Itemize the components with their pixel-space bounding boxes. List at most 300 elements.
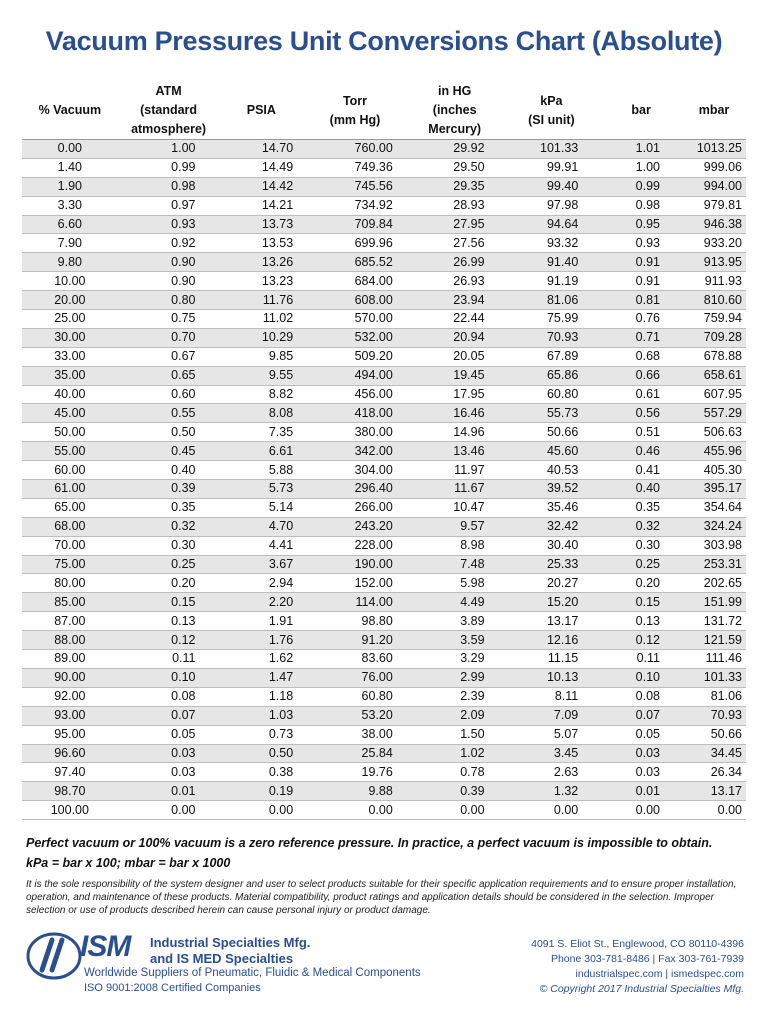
table-cell: 607.95 xyxy=(703,387,742,402)
table-cell: 14.70 xyxy=(219,140,303,159)
column-header xyxy=(303,82,407,140)
table-cell: 25.33 xyxy=(503,555,601,574)
table-cell: 3.29 xyxy=(460,651,485,666)
table-cell: 933.20 xyxy=(703,235,742,250)
table-cell: 5.07 xyxy=(553,727,579,742)
table-cell: 0.03 xyxy=(118,744,220,763)
table-cell: 2.09 xyxy=(407,706,503,725)
table-cell: 0.73 xyxy=(268,727,294,742)
table-cell: 380.00 xyxy=(354,424,393,439)
table-row xyxy=(22,328,746,347)
table-cell: 32.42 xyxy=(503,517,601,536)
table-cell: 152.00 xyxy=(354,575,393,590)
table-cell: 26.99 xyxy=(407,253,503,272)
table-cell: 0.99 xyxy=(171,160,196,175)
table-cell: 2.63 xyxy=(553,764,579,779)
table-cell: 0.00 xyxy=(635,802,661,817)
table-row xyxy=(22,215,746,234)
table-cell: 1.00 xyxy=(118,140,220,159)
table-cell: 39.52 xyxy=(503,480,601,499)
table-cell: 296.40 xyxy=(303,480,407,499)
column-header-line: (inches xyxy=(432,103,477,117)
table-cell: 0.40 xyxy=(600,480,682,499)
table-cell: 0.30 xyxy=(171,538,196,553)
table-row xyxy=(22,536,746,555)
table-cell: 0.55 xyxy=(118,404,220,423)
table-cell: 23.94 xyxy=(407,291,503,310)
table-cell: 33.00 xyxy=(54,349,86,364)
column-header-line: (SI unit) xyxy=(528,112,575,127)
table-cell: 55.00 xyxy=(22,442,118,461)
table-row xyxy=(22,650,746,669)
column-header-line: (standard xyxy=(140,103,198,117)
table-cell: 0.98 xyxy=(118,177,220,196)
table-cell: 20.05 xyxy=(453,349,485,364)
table-cell: 75.00 xyxy=(22,555,118,574)
table-cell: 90.00 xyxy=(22,668,118,687)
table-cell: 266.00 xyxy=(354,500,393,515)
table-cell: 8.11 xyxy=(554,689,579,704)
table-cell: 14.21 xyxy=(261,198,294,213)
table-cell: 0.39 xyxy=(118,480,220,499)
table-cell: 10.13 xyxy=(503,668,601,687)
table-cell: 749.36 xyxy=(354,160,393,175)
table-cell: 0.05 xyxy=(171,727,196,742)
table-cell: 946.38 xyxy=(682,215,746,234)
table-cell: 27.56 xyxy=(453,235,485,250)
column-header xyxy=(600,82,682,140)
table-row xyxy=(22,801,746,820)
table-cell: 506.63 xyxy=(703,424,742,439)
table-cell: 97.40 xyxy=(54,764,86,779)
table-cell: 10.29 xyxy=(219,328,303,347)
table-cell: 114.00 xyxy=(303,593,407,612)
table-cell: 253.31 xyxy=(682,555,746,574)
table-cell: 342.00 xyxy=(303,442,407,461)
table-cell: 685.52 xyxy=(303,253,407,272)
table-cell: 0.91 xyxy=(600,253,682,272)
table-cell: 1.01 xyxy=(600,140,682,159)
table-cell: 0.13 xyxy=(171,613,196,628)
column-header-line: (mm Hg) xyxy=(329,112,381,127)
table-cell: 0.00 xyxy=(171,802,196,817)
table-cell: 3.89 xyxy=(460,613,485,628)
table-cell: 35.00 xyxy=(22,366,118,385)
address: 4091 S. Eliot St., Englewood, CO 80110-4396 xyxy=(531,938,744,950)
table-cell: 303.98 xyxy=(703,538,742,553)
table-cell: 93.00 xyxy=(22,706,118,725)
website-links[interactable]: industrialspec.com | ismedspec.com xyxy=(575,968,744,980)
table-cell: 0.78 xyxy=(460,764,485,779)
table-cell: 0.11 xyxy=(636,651,661,666)
table-cell: 0.10 xyxy=(118,668,220,687)
table-cell: 91.20 xyxy=(303,631,407,650)
table-cell: 83.60 xyxy=(361,651,393,666)
table-cell: 5.88 xyxy=(268,462,294,477)
table-cell: 67.89 xyxy=(546,349,579,364)
table-cell: 34.45 xyxy=(682,744,746,763)
table-cell: 101.33 xyxy=(682,668,746,687)
table-cell: 0.15 xyxy=(600,593,682,612)
table-cell: 101.33 xyxy=(503,140,601,159)
table-cell: 22.44 xyxy=(453,311,485,326)
table-cell: 81.06 xyxy=(503,291,601,310)
table-cell: 93.32 xyxy=(546,235,579,250)
table-cell: 30.00 xyxy=(22,328,118,347)
table-row xyxy=(22,177,746,196)
table-cell: 0.81 xyxy=(600,291,682,310)
table-cell: 13.23 xyxy=(261,273,294,288)
table-row xyxy=(22,480,746,499)
table-cell: 13.53 xyxy=(261,235,294,250)
company-name-line1: Industrial Specialties Mfg. xyxy=(150,935,311,950)
table-row xyxy=(22,366,746,385)
table-cell: 121.59 xyxy=(682,631,746,650)
table-cell: 0.90 xyxy=(118,253,220,272)
table-cell: 0.00 xyxy=(717,802,742,817)
table-cell: 0.03 xyxy=(635,764,661,779)
table-cell: 13.46 xyxy=(407,442,503,461)
table-row xyxy=(22,385,746,404)
table-cell: 8.98 xyxy=(460,538,485,553)
table-cell: 0.76 xyxy=(635,311,661,326)
table-cell: 65.00 xyxy=(54,500,86,515)
table-cell: 11.15 xyxy=(547,651,579,666)
table-cell: 0.35 xyxy=(635,500,661,515)
column-header-line: Mercury) xyxy=(428,122,482,136)
table-cell: 11.02 xyxy=(262,311,294,326)
table-cell: 190.00 xyxy=(303,555,407,574)
table-cell: 75.99 xyxy=(546,311,579,326)
table-cell: 13.17 xyxy=(546,613,579,628)
table-cell: 0.66 xyxy=(600,366,682,385)
column-header xyxy=(22,82,118,140)
page-title: Vacuum Pressures Unit Conversions Chart (Absolute) xyxy=(45,26,723,56)
table-cell: 27.95 xyxy=(407,215,503,234)
column-header-line: ATM xyxy=(155,84,182,98)
table-cell: 88.00 xyxy=(22,631,118,650)
table-cell: 100.00 xyxy=(50,802,89,817)
table-cell: 0.07 xyxy=(600,706,682,725)
table-cell: 12.16 xyxy=(503,631,601,650)
table-cell: 2.99 xyxy=(407,668,503,687)
table-cell: 304.00 xyxy=(354,462,393,477)
table-cell: 0.38 xyxy=(268,764,294,779)
table-cell: 0.92 xyxy=(171,235,196,250)
table-cell: 0.39 xyxy=(407,782,503,801)
table-cell: 2.20 xyxy=(219,593,303,612)
table-cell: 35.46 xyxy=(546,500,579,515)
table-cell: 0.32 xyxy=(600,517,682,536)
column-header xyxy=(682,82,746,140)
table-cell: 14.42 xyxy=(219,177,303,196)
table-cell: 202.65 xyxy=(703,575,742,590)
table-cell: 16.46 xyxy=(407,404,503,423)
table-cell: 1.03 xyxy=(219,706,303,725)
table-cell: 0.99 xyxy=(600,177,682,196)
table-cell: 10.47 xyxy=(453,500,485,515)
note-perfect-vacuum: Perfect vacuum or 100% vacuum is a zero reference pressure. In practice, a perfect vacuum is impossible to obtain. xyxy=(26,836,713,850)
column-header-line: mbar xyxy=(698,103,730,117)
table-cell: 0.30 xyxy=(635,538,661,553)
table-cell: 0.12 xyxy=(118,631,220,650)
table-row xyxy=(22,744,746,763)
table-cell: 4.49 xyxy=(407,593,503,612)
table-row xyxy=(22,555,746,574)
table-cell: 13.73 xyxy=(219,215,303,234)
table-cell: 228.00 xyxy=(354,538,393,553)
table-cell: 99.40 xyxy=(503,177,601,196)
table-cell: 89.00 xyxy=(54,651,86,666)
table-cell: 456.00 xyxy=(354,387,393,402)
table-cell: 70.93 xyxy=(682,706,746,725)
column-header xyxy=(503,82,601,140)
table-cell: 0.13 xyxy=(635,613,661,628)
table-cell: 95.00 xyxy=(54,727,86,742)
table-cell: 20.00 xyxy=(22,291,118,310)
table-cell: 29.50 xyxy=(453,160,485,175)
table-row xyxy=(22,574,746,593)
table-cell: 26.93 xyxy=(453,273,485,288)
table-cell: 1.62 xyxy=(268,651,294,666)
table-row xyxy=(22,234,746,253)
table-cell: 11.67 xyxy=(407,480,503,499)
table-cell: 131.72 xyxy=(703,613,742,628)
contact-block xyxy=(531,937,744,997)
table-cell: 0.00 xyxy=(460,802,485,817)
table-cell: 26.34 xyxy=(710,764,742,779)
table-cell: 0.25 xyxy=(600,555,682,574)
column-header-line: in HG xyxy=(438,84,472,98)
table-cell: 0.32 xyxy=(118,517,220,536)
table-cell: 999.06 xyxy=(703,160,742,175)
copyright: © Copyright 2017 Industrial Specialties Mfg. xyxy=(539,983,744,995)
table-row xyxy=(22,272,746,291)
table-cell: 65.86 xyxy=(503,366,601,385)
table-cell: 2.94 xyxy=(268,575,294,590)
table-cell: 0.41 xyxy=(635,462,661,477)
table-cell: 709.84 xyxy=(303,215,407,234)
table-cell: 70.93 xyxy=(503,328,601,347)
table-cell: 0.35 xyxy=(171,500,196,515)
table-cell: 38.00 xyxy=(361,727,393,742)
table-cell: 11.76 xyxy=(219,291,303,310)
table-row xyxy=(22,461,746,480)
table-row xyxy=(22,423,746,442)
table-row xyxy=(22,158,746,177)
table-cell: 13.17 xyxy=(682,782,746,801)
table-cell: 7.35 xyxy=(268,424,294,439)
table-cell: 699.96 xyxy=(354,235,393,250)
table-row xyxy=(22,498,746,517)
table-cell: 45.60 xyxy=(503,442,601,461)
table-cell: 0.50 xyxy=(219,744,303,763)
table-cell: 658.61 xyxy=(682,366,746,385)
table-cell: 9.57 xyxy=(407,517,503,536)
table-cell: 9.80 xyxy=(22,253,118,272)
table-cell: 0.90 xyxy=(171,273,196,288)
column-header-line: PSIA xyxy=(246,103,276,117)
table-cell: 509.20 xyxy=(354,349,393,364)
table-cell: 532.00 xyxy=(303,328,407,347)
table-cell: 3.45 xyxy=(503,744,601,763)
table-cell: 1.18 xyxy=(268,689,294,704)
table-cell: 1.32 xyxy=(503,782,601,801)
table-cell: 0.00 xyxy=(22,140,118,159)
table-cell: 25.84 xyxy=(303,744,407,763)
table-cell: 8.82 xyxy=(268,387,294,402)
company-name-line2: and IS MED Specialties xyxy=(150,951,294,966)
table-cell: 994.00 xyxy=(682,177,746,196)
table-cell: 68.00 xyxy=(22,517,118,536)
table-cell: 0.45 xyxy=(118,442,220,461)
table-cell: 80.00 xyxy=(54,575,86,590)
table-cell: 14.49 xyxy=(261,160,294,175)
table-cell: 709.28 xyxy=(682,328,746,347)
table-cell: 0.00 xyxy=(368,802,393,817)
ism-logo-icon xyxy=(24,930,84,982)
table-cell: 81.06 xyxy=(710,689,742,704)
table-cell: 759.94 xyxy=(703,311,742,326)
table-cell: 1.76 xyxy=(219,631,303,650)
table-row xyxy=(22,668,746,687)
table-cell: 8.08 xyxy=(219,404,303,423)
table-cell: 0.08 xyxy=(171,689,196,704)
table-cell: 61.00 xyxy=(22,480,118,499)
table-cell: 684.00 xyxy=(354,273,393,288)
table-cell: 0.03 xyxy=(171,764,196,779)
table-cell: 91.19 xyxy=(546,273,579,288)
table-cell: 0.98 xyxy=(635,198,661,213)
table-cell: 0.05 xyxy=(635,727,661,742)
table-cell: 60.00 xyxy=(54,462,86,477)
table-cell: 0.01 xyxy=(118,782,220,801)
table-row xyxy=(22,687,746,706)
table-row xyxy=(22,404,746,423)
table-cell: 913.95 xyxy=(682,253,746,272)
phone-fax: Phone 303-781-8486 | Fax 303-761-7939 xyxy=(550,953,744,965)
table-cell: 6.61 xyxy=(219,442,303,461)
table-cell: 10.00 xyxy=(54,273,86,288)
table-cell: 0.91 xyxy=(635,273,661,288)
table-cell: 557.29 xyxy=(682,404,746,423)
table-cell: 4.70 xyxy=(219,517,303,536)
table-cell: 0.97 xyxy=(171,198,196,213)
table-cell: 0.08 xyxy=(635,689,661,704)
table-cell: 0.71 xyxy=(600,328,682,347)
table-cell: 979.81 xyxy=(703,198,742,213)
table-cell: 0.20 xyxy=(171,575,196,590)
table-cell: 324.24 xyxy=(682,517,746,536)
table-cell: 0.95 xyxy=(600,215,682,234)
column-header-line: Torr xyxy=(342,93,368,108)
table-cell: 96.60 xyxy=(22,744,118,763)
table-cell: 405.30 xyxy=(703,462,742,477)
table-cell: 14.96 xyxy=(453,424,485,439)
table-cell: 87.00 xyxy=(54,613,86,628)
table-cell: 94.64 xyxy=(503,215,601,234)
table-row xyxy=(22,253,746,272)
table-row xyxy=(22,631,746,650)
table-cell: 1.90 xyxy=(22,177,118,196)
table-cell: 0.00 xyxy=(553,802,579,817)
table-cell: 418.00 xyxy=(303,404,407,423)
table-cell: 50.66 xyxy=(710,727,742,742)
table-cell: 0.67 xyxy=(171,349,196,364)
table-cell: 0.70 xyxy=(118,328,220,347)
table-cell: 1.02 xyxy=(407,744,503,763)
company-tagline: Worldwide Suppliers of Pneumatic, Fluidic & Medical Components xyxy=(84,967,421,979)
table-cell: 494.00 xyxy=(303,366,407,385)
table-cell: 570.00 xyxy=(354,311,393,326)
table-cell: 0.01 xyxy=(600,782,682,801)
table-cell: 45.00 xyxy=(22,404,118,423)
table-cell: 97.98 xyxy=(546,198,579,213)
table-cell: 3.67 xyxy=(219,555,303,574)
table-cell: 1.00 xyxy=(635,160,661,175)
table-row xyxy=(22,196,746,215)
table-cell: 99.91 xyxy=(546,160,579,175)
table-row xyxy=(22,347,746,366)
table-cell: 7.09 xyxy=(503,706,601,725)
table-cell: 29.35 xyxy=(407,177,503,196)
table-cell: 30.40 xyxy=(546,538,579,553)
table-row xyxy=(22,782,746,801)
table-cell: 91.40 xyxy=(503,253,601,272)
table-cell: 50.66 xyxy=(546,424,579,439)
table-cell: 0.46 xyxy=(600,442,682,461)
table-row xyxy=(22,442,746,461)
table-cell: 15.20 xyxy=(503,593,601,612)
table-cell: 0.75 xyxy=(171,311,196,326)
table-cell: 0.00 xyxy=(268,802,294,817)
logo-wordmark: ISM xyxy=(80,930,131,963)
table-cell: 3.30 xyxy=(57,198,82,213)
table-cell: 0.61 xyxy=(635,387,661,402)
table-cell: 25.00 xyxy=(54,311,86,326)
table-cell: 55.73 xyxy=(503,404,601,423)
table-cell: 5.73 xyxy=(219,480,303,499)
table-cell: 1.47 xyxy=(219,668,303,687)
table-cell: 0.56 xyxy=(600,404,682,423)
table-cell: 354.64 xyxy=(703,500,742,515)
table-cell: 3.59 xyxy=(407,631,503,650)
table-cell: 0.25 xyxy=(118,555,220,574)
table-cell: 911.93 xyxy=(704,273,742,288)
table-cell: 0.11 xyxy=(172,651,196,666)
table-cell: 0.93 xyxy=(635,235,661,250)
table-cell: 111.46 xyxy=(705,651,742,666)
table-cell: 0.65 xyxy=(118,366,220,385)
table-cell: 0.40 xyxy=(171,462,196,477)
table-cell: 0.03 xyxy=(600,744,682,763)
column-header-line: bar xyxy=(631,103,651,117)
table-cell: 5.98 xyxy=(460,575,485,590)
table-cell: 13.26 xyxy=(219,253,303,272)
table-row xyxy=(22,593,746,612)
table-cell: 11.97 xyxy=(454,462,485,477)
table-cell: 151.99 xyxy=(682,593,746,612)
table-cell: 76.00 xyxy=(303,668,407,687)
table-cell: 455.96 xyxy=(682,442,746,461)
table-header-row xyxy=(22,82,746,140)
table-cell: 0.68 xyxy=(635,349,661,364)
table-cell: 745.56 xyxy=(303,177,407,196)
iso-certification: ISO 9001:2008 Certified Companies xyxy=(84,982,261,994)
table-cell: 0.60 xyxy=(171,387,196,402)
table-cell: 19.76 xyxy=(361,764,393,779)
table-cell: 7.90 xyxy=(57,235,82,250)
